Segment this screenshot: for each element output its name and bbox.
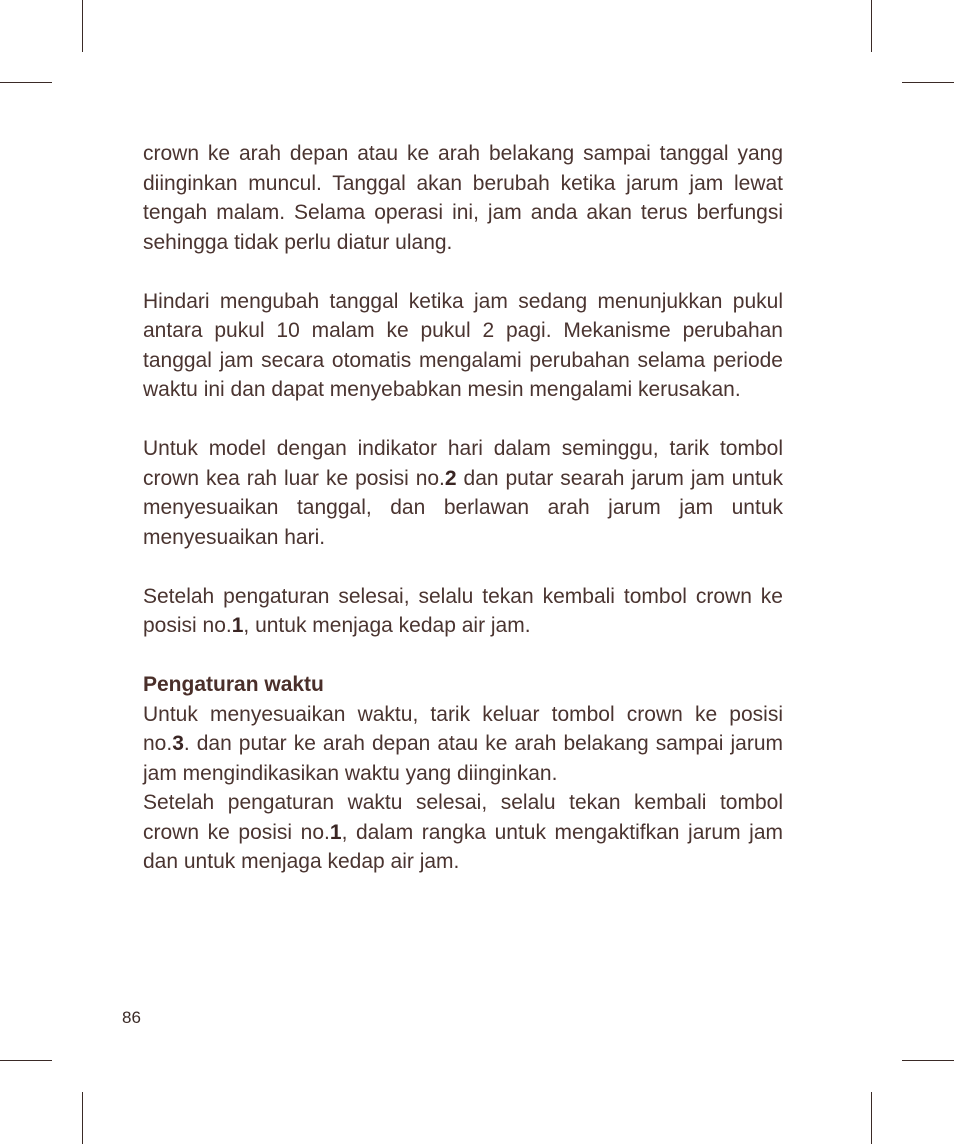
position-number: 1 <box>329 820 342 844</box>
body-text <box>143 139 783 877</box>
text: Untuk model dengan indikator hari dalam seminggu, tarik tombol crown kea rah luar ke posisi no. <box>143 437 783 490</box>
text: Untuk menyesuaikan waktu, tarik keluar tombol crown ke posisi no. <box>143 702 783 755</box>
position-number: 2 <box>444 466 457 490</box>
text: . dan putar ke arah depan atau ke arah belakang sampai jarum jam mengindikasikan waktu yang diinginkan. <box>143 732 783 785</box>
crop-mark-bottom-left-vertical <box>82 1092 83 1144</box>
page-number: 86 <box>122 1008 141 1027</box>
paragraph-date-adjust: crown ke arah depan atau ke arah belakang sampai tanggal yang diinginkan muncul. Tanggal akan berubah ketika jarum jam lewat tengah malam. Selama operasi ini, jam anda akan terus berfungsi sehingga tidak perlu diatur ulang. <box>143 142 783 254</box>
crop-mark-bottom-left-horizontal <box>0 1060 52 1061</box>
paragraph-time-adjust <box>143 700 783 789</box>
paragraph-after-setting <box>143 582 783 641</box>
paragraph-day-of-week <box>143 434 783 552</box>
paragraph-date-warning: Hindari mengubah tanggal ketika jam sedang menunjukkan pukul antara pukul 10 malam ke pukul 2 pagi. Mekanisme perubahan tanggal jam secara otomatis mengalami perubahan selama periode waktu ini dan dapat menyebabkan mesin mengalami kerusakan. <box>143 289 783 401</box>
position-number: 3 <box>172 732 184 755</box>
text: dan putar searah jarum jam untuk menyesuaikan tanggal, dan berlawan arah jarum jam untuk menyesuaikan hari. <box>143 466 783 549</box>
crop-mark-top-right-vertical <box>871 0 872 52</box>
text: Setelah pengaturan waktu selesai, selalu tekan kembali tombol crown ke posisi no. <box>143 791 783 844</box>
text: , dalam rangka untuk mengaktifkan jarum jam dan untuk menjaga kedap air jam. <box>143 820 783 873</box>
crop-mark-bottom-right-horizontal <box>902 1060 954 1061</box>
text: Setelah pengaturan selesai, selalu tekan kembali tombol crown ke posisi no. <box>143 584 783 637</box>
crop-mark-top-right-horizontal <box>902 82 954 83</box>
paragraph-time-after-setting <box>143 788 783 877</box>
section-heading: Pengaturan waktu <box>143 673 324 696</box>
crop-mark-bottom-right-vertical <box>871 1092 872 1144</box>
text: , untuk menjaga kedap air jam. <box>243 614 531 637</box>
crop-mark-top-left-horizontal <box>0 82 52 83</box>
crop-mark-top-left-vertical <box>82 0 83 52</box>
position-number: 1 <box>231 614 244 637</box>
